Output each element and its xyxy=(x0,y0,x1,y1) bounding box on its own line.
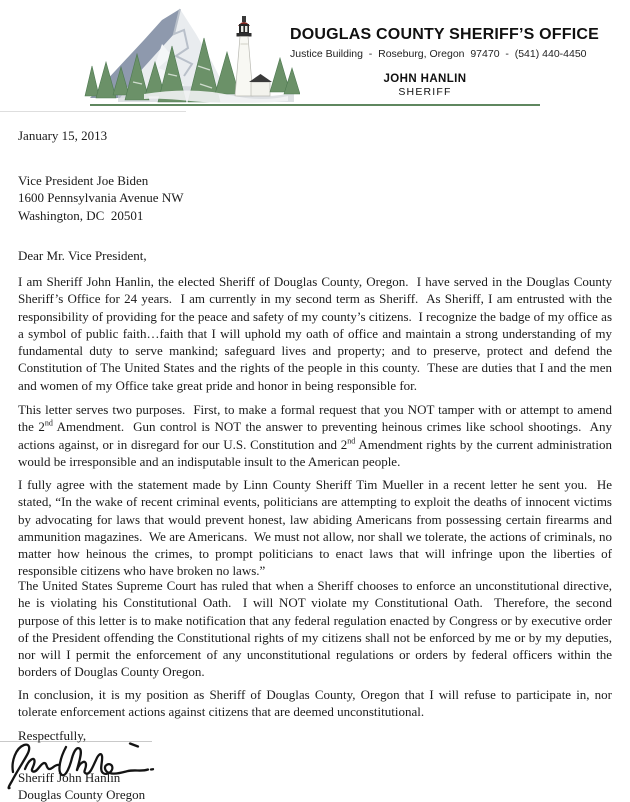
header-divider-rule xyxy=(90,104,540,106)
office-name: DOUGLAS COUNTY SHERIFF’S OFFICE xyxy=(290,26,600,43)
recipient-address xyxy=(18,172,612,224)
closing: Respectfully, xyxy=(18,728,87,743)
office-address: Justice Building - Roseburg, Oregon 97470 - (541) 440-4450 xyxy=(290,48,587,60)
paragraph-text: I am Sheriff John Hanlin, the elected Sheriff of Douglas County, Oregon. I have served in the Douglas County Sheriff’s Office for 24 years. I am currently in my second term as Sheriff. As Sheriff, I am entrusted with the responsibility of providing for the peace and safety of my county’s citizens. I recognize the badge of my office as a symbol of public faith…faith that I will uphold my oath of office and maintain a strong understanding of my fundamental duty to serve mankind; safeguard lives and property; and to preserve, protect and defend the Constitution of The United States and the rights of the people in this county. These are duties that I and the men and women of my Office take great pride and honor in being responsible for. xyxy=(18,274,612,393)
letter-paragraph-1 xyxy=(18,273,612,394)
paragraph-text: This letter serves two purposes. First, to make a formal request that you NOT tamper with or attempt to amend the 2nd Amendment. Gun control is NOT the answer to preventing heinous crimes like school shootings. Any actions against, or in disregard for our U.S. Constitution and 2nd Amendment rights by the current administration would be irresponsible and an indisputable insult to the American people. xyxy=(18,402,612,469)
salutation: Dear Mr. Vice President, xyxy=(18,248,147,263)
signer-name: Sheriff John Hanlin xyxy=(18,770,121,785)
handwritten-signature xyxy=(2,738,167,790)
paragraph-text: The United States Supreme Court has ruled that when a Sheriff chooses to enforce an unconstitutional directive, he is violating his Constitutional Oath. I will NOT violate my Constitutional Oath. Therefore, the second purpose of this letter is to make notification that any federal regulation enacted by Congress or by executive order of the President offending the Constitutional rights of my citizens shall not be enforced by me or by my deputies, nor will I permit the enforcement of any unconstitutional regulations or orders by federal officers within the borders of Douglas County Oregon. xyxy=(18,578,612,680)
paragraph-text: I fully agree with the statement made by Linn County Sheriff Tim Mueller in a recent letter he sent you. He stated, “In the wake of recent criminal events, politicians are attempting to exploit the deaths of innocent victims by advocating for laws that would prevent honest, law abiding Americans from possessing certain firearms and ammunition magazines. We are Americans. We must not allow, nor shall we tolerate, the actions of criminals, no matter how heinous the crimes, to prompt politicians to enact laws that will infringe upon the liberties of responsible citizens who have broken no laws.” xyxy=(18,477,612,579)
letter-paragraph-2 xyxy=(18,401,612,470)
mountain-lighthouse-logo-icon xyxy=(84,4,300,104)
paragraph-text: In conclusion, it is my position as Sheriff of Douglas County, Oregon that I will refuse to participate in, nor tolerate enforcement actions against citizens that are deemed unconstitutional. xyxy=(18,687,612,720)
scan-artifact-line-top xyxy=(0,111,186,112)
letter-paragraph-4 xyxy=(18,577,612,681)
letter-date: January 15, 2013 xyxy=(18,128,108,143)
signer-organization: Douglas County Oregon xyxy=(18,787,146,802)
recipient-line: Vice President Joe Biden xyxy=(18,173,149,188)
recipient-line: 1600 Pennsylvania Avenue NW xyxy=(18,190,184,206)
officer-name: JOHN HANLIN xyxy=(383,73,467,85)
letter-paragraph-3 xyxy=(18,476,612,580)
officer-title: SHERIFF xyxy=(398,86,452,98)
recipient-line: Washington, DC 20501 xyxy=(18,207,144,223)
letter-paragraph-5 xyxy=(18,686,612,721)
letterhead-text xyxy=(290,26,600,98)
letterhead xyxy=(0,0,630,118)
